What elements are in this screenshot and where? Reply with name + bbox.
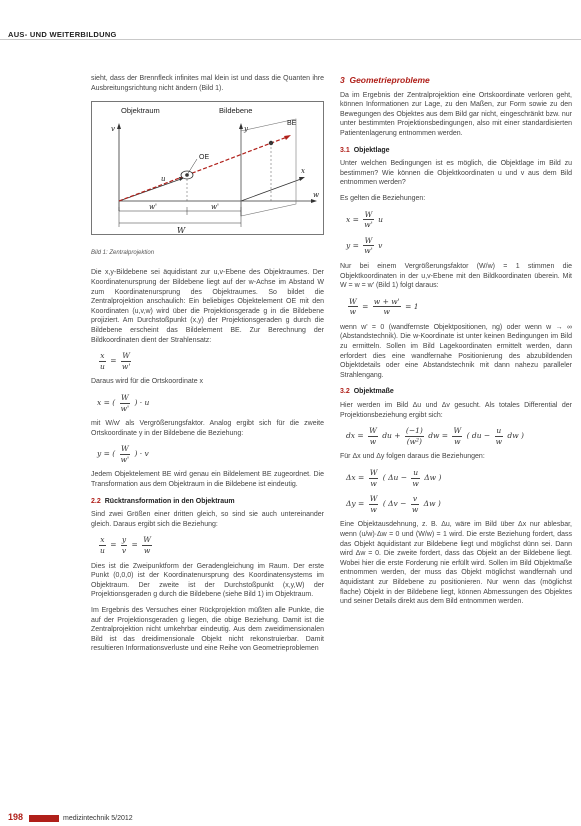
paragraph: Für Δx und Δy folgen daraus die Beziehungen: (340, 453, 485, 461)
figure-caption: Bild 1: Zentralprojektion (91, 249, 155, 256)
section-label: AUS- UND WEITERBILDUNG (8, 30, 121, 39)
label-w: w (313, 191, 319, 200)
paragraph: mit W/w' als Vergrößerungsfaktor. Analog ergibt sich für die zweite Ortskoordinate y in der Bildebene die Beziehung: (91, 420, 324, 437)
formula-ratio: $\frac{W}{w}$ = $\frac{w + w'}{w}$ = 1 (349, 296, 419, 317)
heading-3-1: 3.1 Objektlage (340, 146, 390, 154)
page-number: 198 (8, 812, 24, 822)
label-y: y (244, 125, 248, 134)
label-w-prime-2: w' (211, 203, 219, 212)
paragraph: Daraus wird für die Ortskoordinate x (91, 378, 204, 386)
heading-3-2: 3.2 Objektmaße (340, 388, 394, 396)
paragraph: Dies ist die Zweipunktform der Geradengleichung im Raum. Der erste Punkt (0,0,0) ist der Koordinatenursprung des Koordinatensystems im Objektraum. Der zweite ist der Durchstoßpunkt (x,y,W) der Projektionsgeraden g durch die Bildebene (siehe Bild 1) im Objektraum. (91, 562, 324, 599)
formula-zweipunkt: $\frac{x}{u}$ = $\frac{y}{v}$ = $\frac{W}{w}$ (100, 535, 151, 556)
formula-delta-x: Δx = $\frac{W}{w}$ ( Δu − $\frac{u}{w}$ Δw ) (346, 468, 442, 488)
label-W: W (177, 226, 186, 236)
formula-y-v: y = $\frac{W}{w'}$ v (346, 235, 383, 256)
formula-x-u: x = $\frac{W}{w'}$ u (346, 209, 383, 230)
paragraph: Es gelten die Beziehungen: (340, 194, 426, 202)
label-oe: OE (199, 154, 210, 162)
paragraph: Die x,y-Bildebene sei äquidistant zur u,v-Ebene des Objektraumes. Der Koordinatenursprung der Bildebene liegt auf der w-Achse im Abstand W zum Koordinatenursprung des Objektraumes. So bildet die Zentralprojektion anschaulich: Ein beliebiges Objektelement OE mit den Koordinaten (u,v,w) wird über die Projektionsgerade g in die Bildebene projiziert. Am Durchstoßpunkt (x,y) der Projektionsgeraden g durch die Bildebene erscheint das Bildelement BE. Zur Berechnung der Bildkoordinaten dient der Strahlensatz: (91, 269, 324, 344)
label-v: v (111, 125, 115, 134)
label-x: x (301, 167, 305, 176)
formula-y: y = ( $\frac{W}{w'}$ ) · v (97, 444, 149, 464)
label-objektraum: Objektraum (121, 106, 160, 116)
formula-x: x = ( $\frac{W}{w'}$ ) · u (97, 392, 150, 413)
page-footer (8, 812, 133, 822)
formula-strahlensatz: $\frac{x}{u}$ = $\frac{W}{w'}$ (100, 351, 131, 371)
paragraph: Eine Objektausdehnung, z. B. Δu, wäre im Bild über Δx nur ablesbar, wenn (u/w)·Δw = 0 und (W/w) = 1 wird. Die erste Beziehung fordert, dass das Objekt äquidistant zur Bildebene liegt und möglichst dünn sei. Dann wird Δw = 0. Die zweite fordert, dass das Objekt an der Bildebene liegt. Wobei hier die erste Forderung nie erfüllt wird. Sollen im Bild Objektmaße entnommen werden, der muss das Objekt möglichst wandfernah und äquidistant zur Bildebene zu positionieren. Nur wenn das (möglichst flache) Objekt in der Bildebene liegt, können Abmessungen des Objektes und seiner Details direkt aus dem Bild entnommen werden. (340, 521, 572, 606)
paragraph: Hier werden im Bild Δu und Δv gesucht. Als totales Differential der Projektionsbeziehung ergibt sich: (340, 402, 572, 419)
label-w-prime-1: w' (149, 203, 157, 212)
paragraph: wenn w' = 0 (wandfernste Objektpositionen, ng) oder wenn w → ∞ (Abstandstechnik). Die w-Koordinate ist unter keinen Bedingungen im Bild zu ermitteln. Sollen im Bild Lagekoordinaten ermittelt werden, dann erfordert dies eine wandfernahe Positionierung des abzubildenden Objektdetails oder eine Abstandstechnik mit dann nahezu paralleler Strahlengang. (340, 323, 572, 379)
left-column (91, 74, 324, 660)
paragraph: Sind zwei Größen einer dritten gleich, so sind sie auch untereinander gleich. Daraus ergibt sich die Beziehung: (91, 511, 324, 528)
label-be: BE (287, 120, 297, 128)
zentralprojektion-diagram (91, 101, 324, 241)
heading-2-2: 2.2 Rücktransformation in den Objektraum (91, 497, 235, 505)
right-column (340, 76, 572, 613)
paragraph: Unter welchen Bedingungen ist es möglich, die Objektlage im Bild zu bestimmen? Wie können die Objektkoordinaten u und v aus dem Bild entnommen werden? (340, 160, 572, 187)
label-bildebene: Bildebene (219, 106, 253, 116)
paragraph: Nur bei einem Vergrößerungsfaktor (W/w) = 1 stimmen die Objektkoordinaten in der u,v-Ebene mit den Bildkoordinaten überein. Mit W = w = w' (Bild 1) folgt daraus: (340, 262, 572, 290)
label-u: u (161, 175, 166, 184)
heading-3: 3 Geometrieprobleme (340, 75, 430, 85)
formula-delta-y: Δy = $\frac{W}{w}$ ( Δv − $\frac{v}{w}$ Δw ) (346, 494, 441, 514)
paragraph: Da im Ergebnis der Zentralprojektion eine Ortskoordinate verloren geht, können Informationen zur Lage, zu den Maßen, zur Form sowie zu den Bewegungen des Objektes aus dem Bild gar nicht, eingeschränkt bzw. nur unter bestimmten Projektionsbedingungen, also mit einer standardisierten Patientenlagerung entnommen werden. (340, 91, 572, 137)
footer-accent (29, 815, 59, 822)
paragraph: Jedem Objektelement BE wird genau ein Bildelement BE zugeordnet. Die Transformation aus dem Objektraum in die Bildebene ist eindeutig. (91, 471, 324, 489)
intro-paragraph: sieht, dass der Brennfleck infinites mal klein ist und dass die Quanten ihre Ausbreitungsrichtung nicht ändern (Bild 1). (91, 75, 324, 92)
formula-differential: dx = $\frac{W}{w}$ du + $\frac{(-1)}{\text{(w²)}}$ dw = $\frac{W}{w}$ ( du − $\frac{u}{w}$ dw ) (346, 426, 524, 446)
journal-name: medizintechnik 5/2012 (63, 815, 133, 822)
paragraph: Im Ergebnis des Versuches einer Rückprojektion müßten alle Punkte, die auf der Projektionsgeraden g liegen, die obige Beziehung. Damit ist die Zentralprojektion nicht umkehrbar eindeutig. Aus dem zweidimensionalen Bild ist das dreidimensionale Objekt nicht rekonstruierbar. Damit resultieren Informationsverluste und eine Reihe von Geometrieproblemen (91, 607, 324, 653)
